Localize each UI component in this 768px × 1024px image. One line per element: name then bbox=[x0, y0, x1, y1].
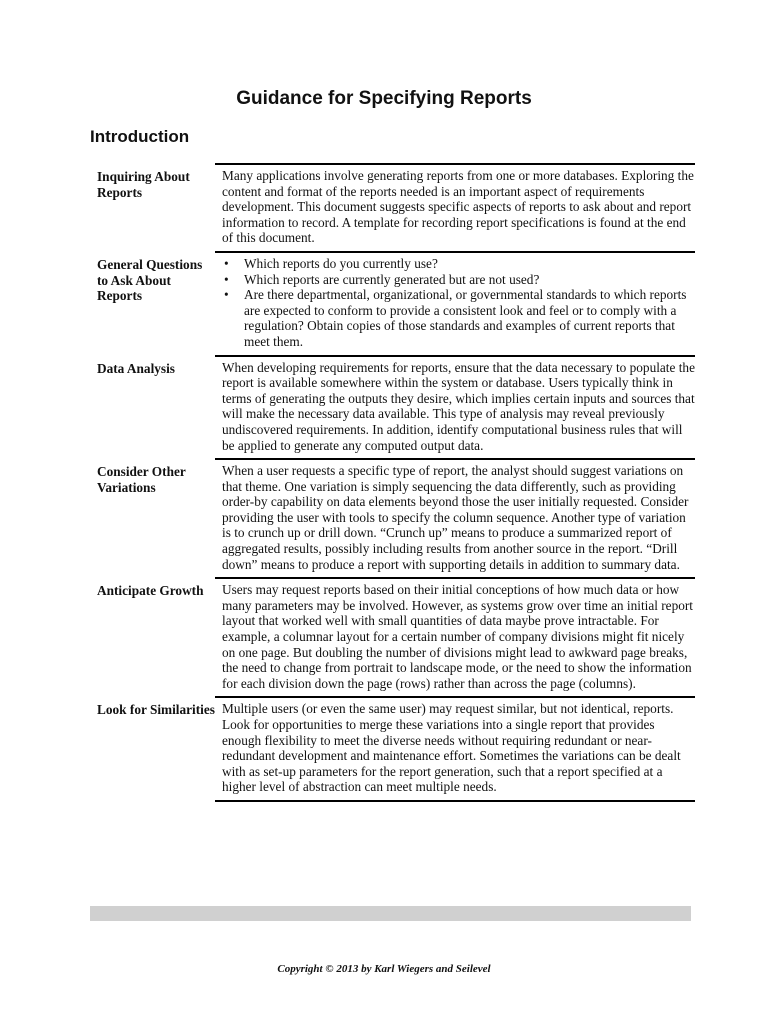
table-bottom-rule bbox=[215, 800, 695, 802]
footer-divider-bar bbox=[90, 906, 691, 921]
row-text: Multiple users (or even the same user) may request similar, but not identical, reports. Look for opportunities to merge these variations into a single report that provides enough flexibility to meet the diverse needs without requiring redundant or near-redundant development and maintenance effort. Sometimes the variations can be dealt with as set-up parameters for the report generation, such that a report specified at a higher level of abstraction can meet multiple needs. bbox=[215, 696, 695, 800]
section-heading: Introduction bbox=[90, 127, 190, 146]
guidance-row bbox=[97, 355, 695, 459]
row-label: Data Analysis bbox=[97, 360, 175, 376]
document-title: Guidance for Specifying Reports bbox=[236, 88, 532, 109]
bullet-list bbox=[222, 256, 695, 350]
row-text: Many applications involve generating reports from one or more databases. Exploring the content and format of the reports needed is an important aspect of requirements development. This document suggests specific aspects of reports to ask about and report information to record. A template for recording report specifications is found at the end of this document. bbox=[215, 163, 695, 251]
guidance-row bbox=[97, 577, 695, 696]
guidance-row bbox=[97, 458, 695, 577]
bullet-item: • Are there departmental, organizational, or governmental standards to which reports are expected to conform to provide a consistent look and feel or to comply with a regulation? Obtain copies of those standards and examples of current reports that meet them. bbox=[222, 287, 695, 349]
bullet-item: • Which reports are currently generated but are not used? bbox=[222, 272, 695, 288]
row-text: When developing requirements for reports, ensure that the data necessary to populate the report is available somewhere within the system or database. Users typically think in terms of generating the outputs they desire, which implies certain inputs and sources that will make the necessary data available. This type of analysis may reveal previously undiscovered requirements. In addition, identify computational business rules that will be applied to generate any computed output data. bbox=[215, 355, 695, 459]
guidance-table bbox=[97, 163, 695, 802]
bullet-item: • Which reports do you currently use? bbox=[222, 256, 695, 272]
row-label: Inquiring About Reports bbox=[97, 169, 190, 200]
row-label: Consider Other Variations bbox=[97, 464, 186, 495]
row-label: Look for Similarities bbox=[97, 702, 215, 718]
guidance-row bbox=[97, 251, 695, 355]
row-label: General Questions to Ask About Reports bbox=[97, 256, 203, 304]
row-label: Anticipate Growth bbox=[97, 583, 204, 599]
row-text: When a user requests a specific type of report, the analyst should suggest variations on that theme. One variation is simply sequencing the data differently, such as providing order-by capability on data elements beyond those the user initially requested. Consider providing the user with tools to specify the column sequence. Another type of variation is to crunch up or drill down. “Crunch up” means to produce a summarized report of aggregated results, possibly including results from another source in the report. “Drill down” means to produce a report with supporting details in addition to summary data. bbox=[215, 458, 695, 577]
row-text: Users may request reports based on their initial conceptions of how much data or how many parameters may be involved. However, as systems grow over time an initial report layout that worked well with small quantities of data maybe prove intractable. For example, a columnar layout for a certain number of company divisions might fit nicely on one page. But doubling the number of divisions might lead to awkward page breaks, the need to change from portrait to landscape mode, or the need to show the information for each division down the page (rows) rather than across the page (columns). bbox=[215, 577, 695, 696]
row-text bbox=[215, 251, 695, 355]
guidance-row bbox=[97, 163, 695, 251]
guidance-row bbox=[97, 696, 695, 800]
copyright-notice: Copyright © 2013 by Karl Wiegers and Seilevel bbox=[277, 963, 491, 975]
